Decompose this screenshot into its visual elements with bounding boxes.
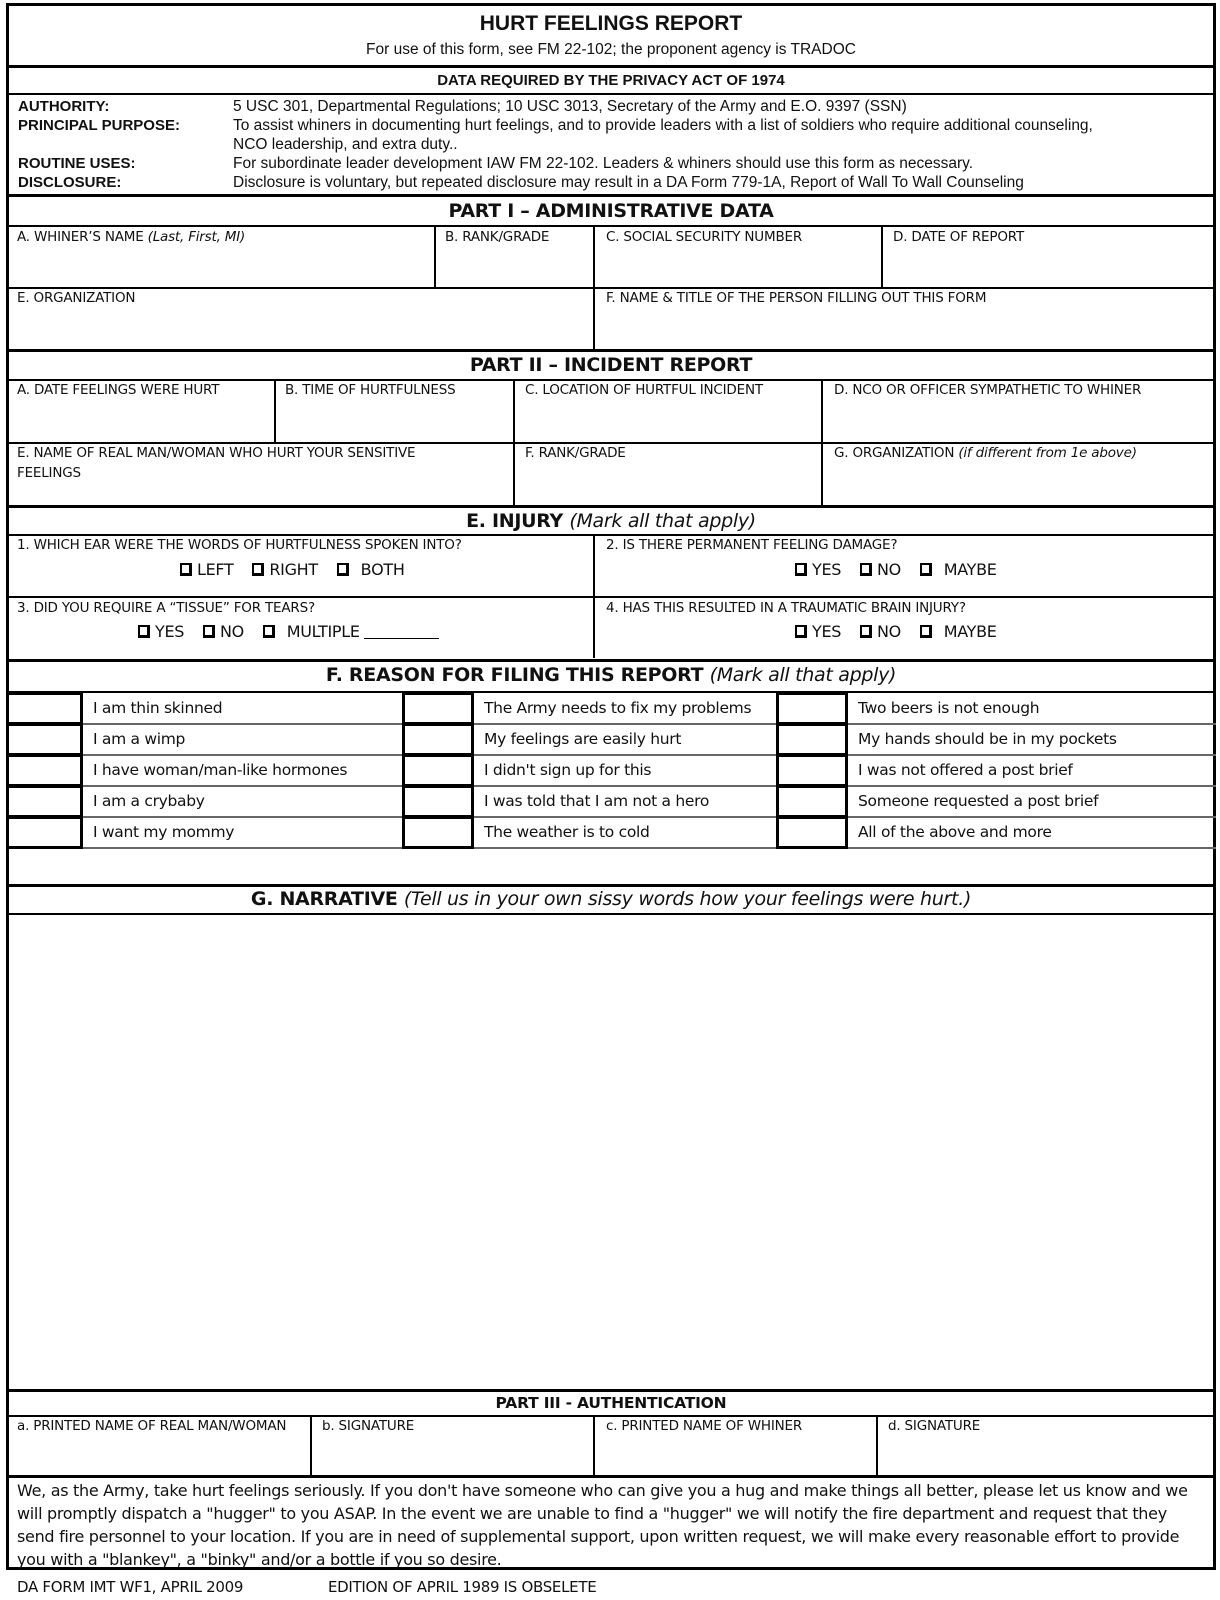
checkbox-icon[interactable] [180, 563, 192, 576]
disclosure-text: Disclosure is voluntary, but repeated disclosure may result in a DA Form 779-1A, Report of Wall To Wall Counseling [233, 174, 1024, 191]
divider [83, 754, 1216, 756]
routine-uses-text: For subordinate leader development IAW FM 22-102. Leaders & whiners should use this form as necessary. [233, 155, 974, 172]
q4-option-label: YES [812, 622, 842, 641]
reason-checkbox[interactable] [402, 785, 474, 818]
offender-rank-field[interactable] [515, 464, 820, 504]
real-person-name-label: E. NAME OF REAL MAN/WOMAN WHO HURT YOUR SENSITIVE [17, 445, 416, 461]
authority-text: 5 USC 301, Departmental Regulations; 10 USC 3013, Secretary of the Army and E.O. 9397 (SSN) [233, 98, 907, 115]
divider [6, 93, 1216, 95]
checkbox-icon[interactable] [920, 625, 932, 638]
reason-label: I am a wimp [93, 730, 186, 748]
q2-option-label: MAYBE [943, 560, 997, 579]
closing-line-3: send fire personnel to your location. If you are in need of supplemental support, upon written request, we will make every reasonable effort to provide [17, 1527, 1180, 1546]
multiple-count-blank[interactable] [364, 624, 439, 639]
whiners-name-hint: (Last, First, MI) [147, 229, 246, 245]
whiners-name-label-text: A. WHINER’S NAME [17, 229, 148, 245]
reason-label: Two beers is not enough [858, 699, 1040, 717]
q3-label: 3. DID YOU REQUIRE A “TISSUE” FOR TEARS? [17, 600, 315, 616]
sympathetic-nco-field[interactable] [823, 400, 1213, 440]
q1-option-right[interactable] [252, 560, 318, 579]
q1-option-left[interactable] [180, 560, 234, 579]
q4-option-no[interactable] [860, 622, 901, 641]
reason-checkbox[interactable] [402, 754, 474, 787]
reason-label: All of the above and more [858, 823, 1052, 841]
q3-option-no[interactable] [203, 622, 244, 641]
reason-checkbox[interactable] [402, 723, 474, 756]
authority-label: AUTHORITY: [18, 98, 110, 115]
reasons-hint: (Mark all that apply) [709, 664, 897, 686]
checkbox-icon[interactable] [860, 625, 872, 638]
divider [6, 884, 1216, 887]
checkbox-icon[interactable] [795, 625, 807, 638]
divider [6, 534, 1216, 536]
whiner-signature-field[interactable] [878, 1437, 1213, 1474]
reason-checkbox[interactable] [402, 816, 474, 849]
reason-label: The weather is to cold [484, 823, 650, 841]
checkbox-icon[interactable] [795, 563, 807, 576]
q3-option-yes[interactable] [138, 622, 184, 641]
q4-option-maybe[interactable] [920, 622, 997, 641]
q2-option-label: YES [812, 560, 842, 579]
routine-uses-label: ROUTINE USES: [18, 155, 136, 172]
q2-option-yes[interactable] [795, 560, 841, 579]
part1-heading: PART I – ADMINISTRATIVE DATA [448, 200, 774, 222]
q2-option-label: NO [876, 560, 901, 579]
divider [6, 194, 1216, 197]
location-label: C. LOCATION OF HURTFUL INCIDENT [525, 382, 763, 398]
q4-option-label: NO [876, 622, 901, 641]
narrative-hint: (Tell us in your own sissy words how your feelings were hurt.) [403, 888, 972, 910]
whiner-signature-label: d. SIGNATURE [888, 1418, 981, 1434]
q4-option-yes[interactable] [795, 622, 841, 641]
reason-label: I want my mommy [93, 823, 235, 841]
reason-checkbox[interactable] [776, 754, 848, 787]
checkbox-icon[interactable] [263, 625, 275, 638]
reason-label: I didn't sign up for this [484, 761, 652, 779]
narrative-heading [6, 888, 1216, 910]
divider [6, 349, 1216, 352]
date-hurt-label: A. DATE FEELINGS WERE HURT [17, 382, 220, 398]
reason-label: I was told that I am not a hero [484, 792, 710, 810]
q1-option-label: RIGHT [269, 560, 318, 579]
reasons-heading-text: F. REASON FOR FILING THIS REPORT [325, 664, 710, 686]
injury-heading [6, 510, 1216, 532]
real-person-name-label-2: FEELINGS [17, 465, 81, 481]
reason-checkbox[interactable] [776, 692, 848, 725]
form-subtitle: For use of this form, see FM 22-102; the proponent agency is TRADOC [366, 41, 856, 58]
q3-option-label: YES [155, 622, 185, 641]
rank-grade-field[interactable] [436, 248, 592, 286]
reason-checkbox[interactable] [776, 816, 848, 849]
real-person-name-field[interactable] [9, 484, 512, 504]
divider [83, 816, 1216, 818]
injury-heading-text: E. INJURY [466, 510, 570, 532]
checkbox-icon[interactable] [252, 563, 264, 576]
checkbox-icon[interactable] [138, 625, 150, 638]
narrative-heading-text: G. NARRATIVE [250, 888, 404, 910]
checkbox-icon[interactable] [203, 625, 215, 638]
disclosure-label: DISCLOSURE: [18, 174, 122, 191]
sympathetic-nco-label: D. NCO OR OFFICER SYMPATHETIC TO WHINER [834, 382, 1142, 398]
q2-option-no[interactable] [860, 560, 901, 579]
q3-options [138, 622, 453, 641]
q1-options [180, 560, 419, 579]
person-filling-form-field[interactable] [595, 310, 1213, 347]
reason-checkbox[interactable] [402, 692, 474, 725]
offender-rank-label: F. RANK/GRADE [525, 445, 626, 461]
reason-checkbox[interactable] [6, 816, 83, 849]
closing-line-4: you with a "blankey", a "binky" and/or a bottle if you so desire. [17, 1550, 502, 1569]
divider [6, 505, 1216, 508]
checkbox-icon[interactable] [337, 563, 349, 576]
reason-checkbox[interactable] [6, 692, 83, 725]
q1-option-both[interactable] [337, 560, 405, 579]
reason-label: My hands should be in my pockets [858, 730, 1117, 748]
divider [6, 596, 1216, 598]
q2-label: 2. IS THERE PERMANENT FEELING DAMAGE? [606, 537, 898, 553]
offender-organization-label [834, 445, 1137, 461]
form-id: DA FORM IMT WF1, APRIL 2009 [17, 1578, 244, 1596]
divider [6, 442, 1216, 444]
checkbox-icon[interactable] [860, 563, 872, 576]
real-person-signature-label: b. SIGNATURE [322, 1418, 415, 1434]
principal-purpose-text: To assist whiners in documenting hurt feelings, and to provide leaders with a list of soldiers who require additional counseling, [233, 117, 1093, 134]
q4-label: 4. HAS THIS RESULTED IN A TRAUMATIC BRAIN INJURY? [606, 600, 966, 616]
divider [83, 723, 1216, 725]
offender-organization-hint: (if different from 1e above) [958, 445, 1137, 461]
organization-label: E. ORGANIZATION [17, 290, 136, 306]
divider [6, 659, 1216, 662]
q4-options [795, 622, 1011, 641]
q3-option-label: NO [219, 622, 244, 641]
reason-label: I am a crybaby [93, 792, 205, 810]
form-title: HURT FEELINGS REPORT [479, 12, 743, 35]
location-field[interactable] [515, 400, 820, 440]
closing-line-1: We, as the Army, take hurt feelings seriously. If you don't have someone who can give you a hug and make things all better, please let us know and we [17, 1481, 1188, 1500]
reason-checkbox[interactable] [776, 785, 848, 818]
divider [6, 65, 1216, 68]
injury-hint: (Mark all that apply) [569, 510, 756, 532]
divider [83, 847, 1216, 849]
date-hurt-field[interactable] [9, 400, 273, 440]
date-of-report-field[interactable] [883, 248, 1213, 286]
q4-option-label: MAYBE [943, 622, 997, 641]
organization-field[interactable] [9, 310, 592, 347]
divider [6, 1475, 1216, 1478]
part3-heading: PART III - AUTHENTICATION [495, 1394, 727, 1412]
whiner-printed-name-label: c. PRINTED NAME OF WHINER [606, 1418, 803, 1434]
reason-checkbox[interactable] [6, 754, 83, 787]
privacy-heading: DATA REQUIRED BY THE PRIVACY ACT OF 1974 [437, 72, 785, 89]
real-person-signature-field[interactable] [312, 1437, 592, 1474]
ssn-field[interactable] [595, 248, 880, 286]
divider [6, 1415, 1216, 1417]
principal-purpose-text-2: NCO leadership, and extra duty.. [233, 136, 458, 153]
divider [6, 225, 1216, 227]
principal-purpose-label: PRINCIPAL PURPOSE: [18, 117, 180, 134]
reasons-heading [6, 664, 1216, 686]
reason-label: I have woman/man-like hormones [93, 761, 348, 779]
rank-grade-label: B. RANK/GRADE [445, 229, 550, 245]
reason-label: I was not offered a post brief [858, 761, 1073, 779]
reason-checkbox[interactable] [776, 723, 848, 756]
reason-checkbox[interactable] [6, 785, 83, 818]
closing-line-2: will promptly dispatch a "hugger" to you ASAP. In the event we are unable to find a "hugger" we will notify the fire department and request that they [17, 1504, 1167, 1523]
divider [6, 287, 1216, 289]
edition-note: EDITION OF APRIL 1989 IS OBSELETE [328, 1578, 597, 1596]
divider [6, 1389, 1216, 1392]
q2-options [795, 560, 1011, 579]
part2-heading: PART II – INCIDENT REPORT [469, 354, 753, 376]
whiners-name-label [17, 229, 245, 245]
real-person-printed-name-label: a. PRINTED NAME OF REAL MAN/WOMAN [17, 1418, 287, 1434]
whiners-name-field[interactable] [9, 248, 433, 286]
divider [6, 379, 1216, 381]
checkbox-icon[interactable] [920, 563, 932, 576]
person-filling-form-label: F. NAME & TITLE OF THE PERSON FILLING OUT THIS FORM [606, 290, 987, 306]
divider [6, 691, 1216, 693]
q1-option-label: BOTH [360, 560, 405, 579]
q3-option-label: MULTIPLE [286, 622, 360, 641]
divider [83, 785, 1216, 787]
q3-option-multiple[interactable] [263, 622, 439, 641]
q2-option-maybe[interactable] [920, 560, 997, 579]
reason-label: Someone requested a post brief [858, 792, 1099, 810]
time-hurtfulness-field[interactable] [276, 400, 512, 440]
date-of-report-label: D. DATE OF REPORT [893, 229, 1024, 245]
ssn-label: C. SOCIAL SECURITY NUMBER [606, 229, 803, 245]
q1-option-label: LEFT [197, 560, 234, 579]
reason-checkbox[interactable] [6, 723, 83, 756]
narrative-field[interactable] [9, 915, 1213, 1387]
real-person-printed-name-field[interactable] [9, 1437, 309, 1474]
q1-label: 1. WHICH EAR WERE THE WORDS OF HURTFULNESS SPOKEN INTO? [17, 537, 462, 553]
time-hurtfulness-label: B. TIME OF HURTFULNESS [285, 382, 456, 398]
offender-organization-label-text: G. ORGANIZATION [834, 445, 959, 461]
reason-label: My feelings are easily hurt [484, 730, 682, 748]
offender-organization-field[interactable] [823, 464, 1213, 504]
reason-label: I am thin skinned [93, 699, 223, 717]
reason-label: The Army needs to fix my problems [484, 699, 752, 717]
whiner-printed-name-field[interactable] [595, 1437, 875, 1474]
